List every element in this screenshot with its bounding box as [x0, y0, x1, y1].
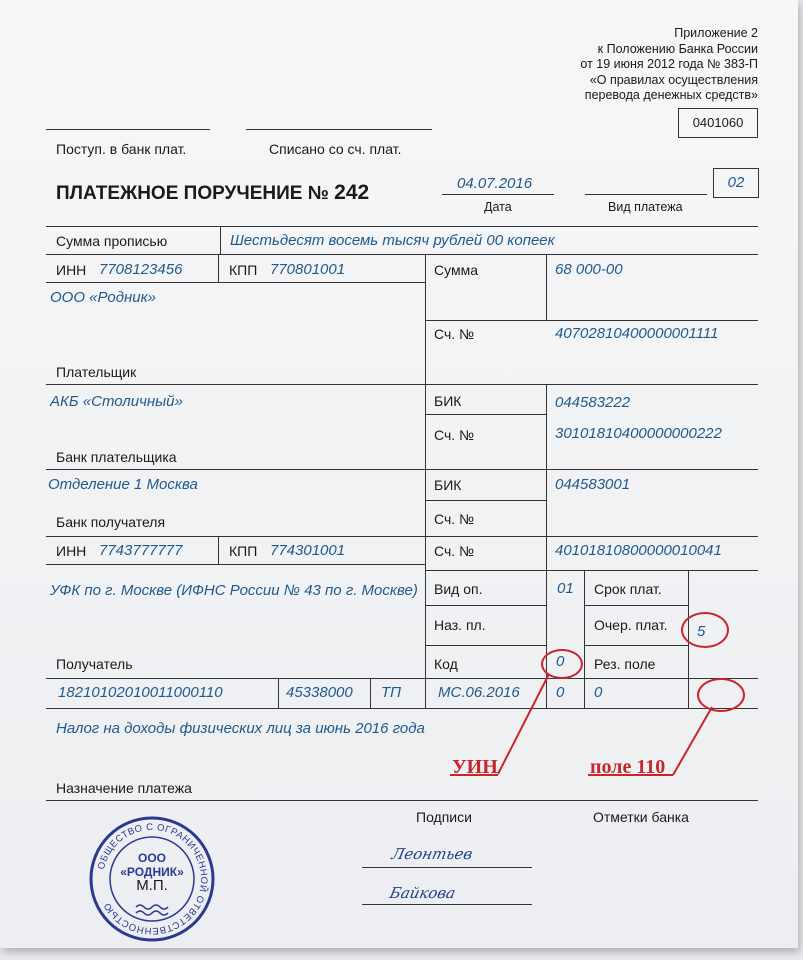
signatures-label: Подписи — [416, 809, 472, 825]
purpose-code-label: Наз. пл. — [434, 617, 486, 633]
payer-bank-label: Банк плательщика — [56, 449, 177, 465]
amount-words: Шестьдесят восемь тысяч рублей 00 копеек — [230, 232, 555, 249]
payee-kpp-label: КПП — [229, 543, 258, 559]
payee-bank-account-label: Сч. № — [434, 511, 475, 527]
title-text: ПЛАТЕЖНОЕ ПОРУЧЕНИЕ № — [56, 183, 329, 204]
amount-words-label: Сумма прописью — [56, 233, 168, 249]
document-date: 04.07.2016 — [457, 175, 533, 192]
purpose-label: Назначение платежа — [56, 780, 192, 796]
oktmo: 45338000 — [286, 684, 353, 701]
uin-annotation: УИН — [452, 756, 498, 778]
date-label: Дата — [484, 200, 512, 214]
due-date-label: Срок плат. — [594, 581, 662, 597]
status-code: 02 — [727, 174, 745, 191]
payer-bank-bik: 044583222 — [555, 394, 631, 411]
purpose-text: Налог на доходы физических лиц за июнь 2016 года — [56, 720, 425, 737]
signature-1: Леонтьев — [390, 845, 475, 863]
payee-kpp: 774301001 — [270, 542, 346, 559]
doc-date: 0 — [594, 684, 603, 701]
form-code: 0401060 — [692, 115, 744, 130]
appendix-line: к Положению Банка России — [597, 41, 758, 56]
payee-account: 40101810800000010041 — [555, 542, 722, 559]
payer-bank-bik-label: БИК — [434, 393, 462, 409]
kbk: 18210102010011000110 — [58, 684, 223, 701]
payment-basis: ТП — [381, 684, 402, 701]
signature-2: Байкова — [388, 884, 458, 902]
priority-label: Очер. плат. — [594, 617, 668, 633]
debited-label: Списано со сч. плат. — [269, 141, 402, 157]
appendix-line: «О правилах осуществления — [589, 72, 758, 87]
payer-name: ООО «Родник» — [50, 289, 157, 306]
payer-account: 40702810400000001111 — [555, 325, 719, 342]
op-type-label: Вид оп. — [434, 581, 483, 597]
appendix-line: перевода денежных средств» — [584, 88, 758, 102]
received-label: Поступ. в банк плат. — [56, 141, 187, 157]
payer-inn-label: ИНН — [56, 262, 87, 278]
bank-marks-label: Отметки банка — [593, 809, 689, 825]
payee-label: Получатель — [56, 656, 133, 672]
sum-label: Сумма — [434, 262, 478, 278]
document-number: 242 — [334, 181, 370, 204]
stamp-line2: «РОДНИК» — [120, 865, 184, 879]
payer-account-label: Сч. № — [434, 326, 475, 342]
stamp-mp: М.П. — [136, 877, 168, 894]
payee-bank-label: Банк получателя — [56, 514, 166, 530]
svg-text:ОБЩЕСТВО С ОГРАНИЧЕННОЙ ОТВЕТС: ОБЩЕСТВО С ОГРАНИЧЕННОЙ ОТВЕТСТВЕННОСТЬЮ — [95, 821, 210, 937]
field110-annotation: поле 110 — [590, 756, 666, 778]
code-value: 0 — [556, 653, 565, 670]
payee-inn-label: ИНН — [56, 543, 87, 559]
appendix-line: Приложение 2 — [674, 26, 758, 40]
payee-bank-bik: 044583001 — [555, 476, 631, 493]
payer-inn: 7708123456 — [99, 261, 183, 278]
payee-inn: 7743777777 — [99, 542, 183, 559]
payee-bank-name: Отделение 1 Москва — [48, 476, 198, 493]
payee-account-label: Сч. № — [434, 543, 475, 559]
company-stamp — [88, 815, 216, 943]
appendix-line: от 19 июня 2012 года № 383-П — [580, 57, 758, 71]
payer-label: Плательщик — [56, 364, 137, 380]
payer-bank-account: 30101810400000000222 — [555, 425, 722, 442]
tax-period: МС.06.2016 — [438, 684, 520, 701]
payer-kpp: 770801001 — [270, 261, 346, 278]
payer-bank-name: АКБ «Столичный» — [50, 393, 183, 410]
op-type: 01 — [557, 580, 574, 597]
reserve-field-label: Рез. поле — [594, 656, 656, 672]
payer-bank-account-label: Сч. № — [434, 427, 475, 443]
code-label: Код — [434, 656, 458, 672]
payee-bank-bik-label: БИК — [434, 477, 462, 493]
doc-number: 0 — [556, 684, 565, 701]
payee-name: УФК по г. Москве (ИФНС России № 43 по г. Москве) — [50, 582, 418, 599]
payment-type-label: Вид платежа — [608, 200, 683, 214]
sum-value: 68 000-00 — [555, 261, 623, 278]
priority-value: 5 — [697, 623, 706, 640]
stamp-line1: ООО — [137, 851, 166, 865]
payer-kpp-label: КПП — [229, 262, 258, 278]
